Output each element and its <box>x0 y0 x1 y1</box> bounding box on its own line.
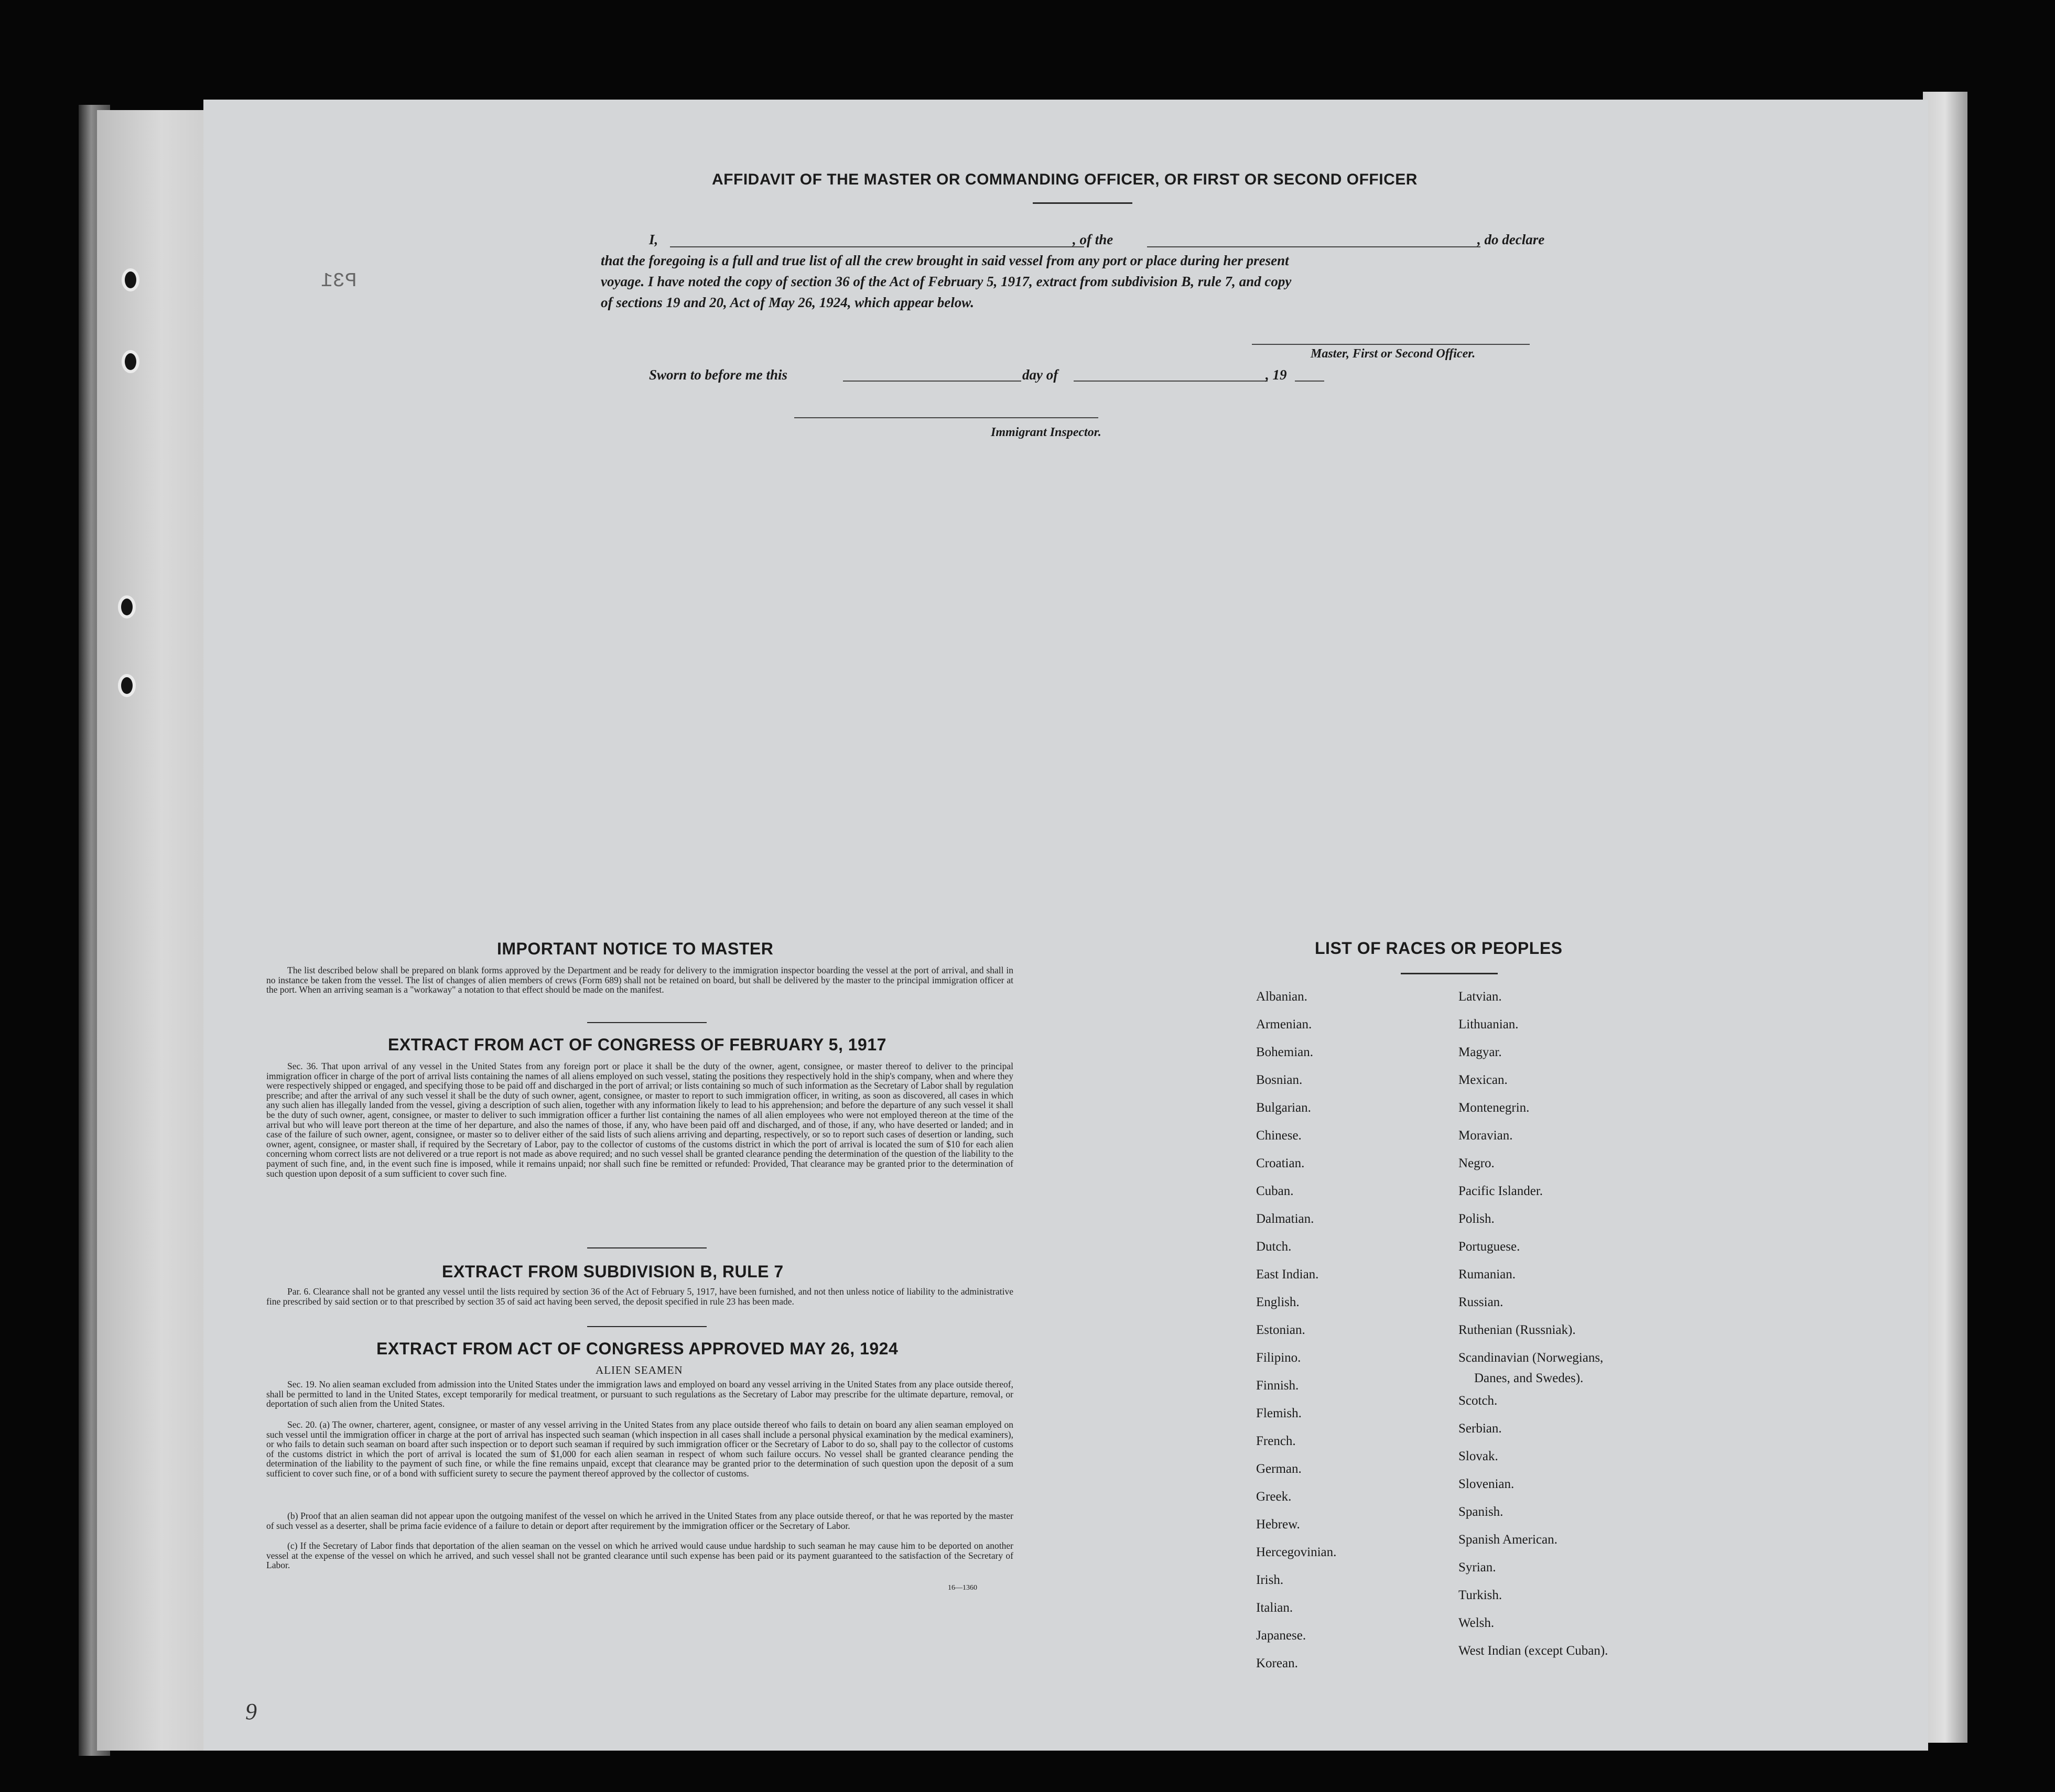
master-signature-label: Master, First or Second Officer. <box>1311 347 1476 361</box>
race-item: Flemish. <box>1256 1406 1302 1420</box>
race-item: Scandinavian (Norwegians, <box>1458 1351 1604 1365</box>
affidavit-title: AFFIDAVIT OF THE MASTER OR COMMANDING OFFICER, OR FIRST OR SECOND OFFICER <box>712 171 1418 188</box>
sworn-day-blank[interactable] <box>843 381 1021 382</box>
race-item: Negro. <box>1458 1156 1495 1170</box>
race-item: Dalmatian. <box>1256 1212 1314 1226</box>
notice-text: The list described below shall be prepared on blank forms approved by the Department and be ready for delivery to the immigration inspector boarding the vessel at the port of arrival, and shall in no instance be taken from the vessel. The list of changes of alien members of crews (Form 689) shall not be retained on board, but shall be delivered by the master to the principal immigration officer at the port. When an arriving seaman is a "workaway" a notation to that effect should be made on the manifest. <box>266 965 1013 995</box>
race-item: Serbian. <box>1458 1421 1502 1436</box>
binding-hole <box>118 674 136 697</box>
race-item: Japanese. <box>1256 1628 1306 1643</box>
races-title: LIST OF RACES OR PEOPLES <box>1315 939 1563 958</box>
year-text: , 19 <box>1266 367 1287 383</box>
race-item: Welsh. <box>1458 1616 1495 1630</box>
race-item: Spanish. <box>1458 1505 1504 1519</box>
notice-title: IMPORTANT NOTICE TO MASTER <box>497 939 774 958</box>
title-rule <box>1033 202 1132 204</box>
race-item: Cuban. <box>1256 1184 1294 1198</box>
sec20b-text: (b) Proof that an alien seaman did not appear upon the outgoing manifest of the vessel on which he arrived in the United States from any place outside thereof, or that he was reported by the master of such vessel as a deserter, shall be prima facie evidence of a failure to detain or deport after requirement by the immigration officer or the Secretary of Labor. <box>266 1511 1013 1531</box>
inspector-label: Immigrant Inspector. <box>991 426 1101 439</box>
rule7-title: EXTRACT FROM SUBDIVISION B, RULE 7 <box>442 1262 784 1281</box>
race-item: Spanish American. <box>1458 1533 1558 1547</box>
race-item: Scotch. <box>1458 1394 1498 1408</box>
race-item: Bulgarian. <box>1256 1101 1311 1115</box>
race-item: West Indian (except Cuban). <box>1458 1644 1608 1658</box>
sec20c-text: (c) If the Secretary of Labor finds that deportation of the alien seaman on the vessel on which he arrived would cause undue hardship to such seaman he may cause him to be deported on another vessel at the expense of the vessel on which he arrived, and such vessel shall not be granted clearance until such expense has been paid or its payment guaranteed to the satisfaction of the Secretary of Labor. <box>266 1540 1013 1571</box>
race-item: Slovenian. <box>1458 1477 1515 1491</box>
binding-hole <box>118 595 136 618</box>
sec20a-text: Sec. 20. (a) The owner, charterer, agent, consignee, or master of any vessel arriving in the United States from any place outside thereof who fails to detain on board any alien seaman employed on such vessel until the immigration officer in charge at the port of arrival has inspected such seaman (which inspection in all cases shall include a personal physical examination by the medical examiners), or who fails to detain such seaman on board after such inspection or to deport such seaman if required by such immigration officer or the Secretary of Labor to do so, shall pay to the collector of customs of the customs district in which the port of arrival is located the sum of $1,000 for each alien seaman in respect of whom such failure occurs. No vessel shall be granted clearance pending the determination of the liability to the payment of such fine, or while the fine remains unpaid, except that clearance may be granted prior to the determination of such question upon the deposit of a sum sufficient to cover such fine, or of a bond with sufficient surety to secure the payment thereof approved by the collector of customs. <box>266 1419 1013 1479</box>
alien-seamen-subtitle: ALIEN SEAMEN <box>596 1364 683 1376</box>
section-rule <box>587 1247 707 1248</box>
margin-stamp: P31 <box>321 270 357 292</box>
affidavit-i: I, <box>649 232 658 247</box>
form-number: 16—1360 <box>948 1584 977 1592</box>
races-title-rule <box>1401 973 1498 974</box>
section-rule <box>587 1326 707 1327</box>
sworn-month-blank[interactable] <box>1074 381 1268 382</box>
race-scandinavian-continuation: Danes, and Swedes). <box>1474 1371 1584 1385</box>
sworn-text: Sworn to before me this <box>649 367 788 383</box>
race-item: Filipino. <box>1256 1351 1301 1365</box>
race-item: Magyar. <box>1458 1045 1502 1059</box>
race-item: Montenegrin. <box>1458 1101 1530 1115</box>
race-item: Bosnian. <box>1256 1073 1303 1087</box>
day-of-text: day of <box>1022 367 1058 383</box>
binding-hole <box>122 350 139 373</box>
race-item: Hercegovinian. <box>1256 1545 1337 1559</box>
handwritten-page-number: 9 <box>245 1699 257 1724</box>
extract-1924-title: EXTRACT FROM ACT OF CONGRESS APPROVED MAY 26, 1924 <box>376 1339 899 1358</box>
race-item: Irish. <box>1256 1573 1284 1587</box>
race-item: Croatian. <box>1256 1156 1305 1170</box>
race-item: Chinese. <box>1256 1128 1302 1143</box>
race-item: Moravian. <box>1458 1128 1513 1143</box>
race-item: English. <box>1256 1295 1300 1309</box>
race-item: Dutch. <box>1256 1240 1292 1254</box>
race-item: Lithuanian. <box>1458 1017 1519 1031</box>
race-item: Rumanian. <box>1458 1267 1516 1281</box>
race-item: Albanian. <box>1256 990 1307 1004</box>
master-signature-line[interactable] <box>1252 344 1530 345</box>
vessel-blank[interactable] <box>1147 246 1480 247</box>
extract-1917-title: EXTRACT FROM ACT OF CONGRESS OF FEBRUARY 5, 1917 <box>388 1035 886 1054</box>
affidavit-line-2: that the foregoing is a full and true list of all the crew brought in said vessel from any port or place during her present <box>601 253 1289 268</box>
sec19-text: Sec. 19. No alien seaman excluded from admission into the United States under the immigration laws and employed on board any vessel arriving in the United States from any place outside thereof, shall be permitted to land in the United States, except temporarily for medical treatment, or pursuant to such regulations as the Secretary of Labor may prescribe for the ultimate departure, removal, or deportation of such alien from the United States. <box>266 1379 1013 1409</box>
section-rule <box>587 1022 707 1023</box>
race-item: Slovak. <box>1458 1449 1498 1463</box>
race-item: German. <box>1256 1462 1302 1476</box>
race-item: Armenian. <box>1256 1017 1312 1031</box>
affidavit-line-3: voyage. I have noted the copy of section 36 of the Act of February 5, 1917, extract from subdivision B, rule 7, and copy <box>601 274 1292 289</box>
race-item: Turkish. <box>1458 1588 1502 1602</box>
race-item: Italian. <box>1256 1601 1293 1615</box>
inspector-signature-line[interactable] <box>794 417 1098 418</box>
binding-hole <box>122 268 139 291</box>
affidavit-line-4: of sections 19 and 20, Act of May 26, 1924, which appear below. <box>601 295 974 310</box>
affidavit-of-the: , of the <box>1073 232 1113 247</box>
race-item: Syrian. <box>1458 1560 1496 1574</box>
rule7-text: Par. 6. Clearance shall not be granted any vessel until the lists required by section 36 of the Act of February 5, 1917, have been furnished, and not then unless notice of liability to the administrative fine prescribed by said section or to that prescribed by section 35 of said act having been served, the deposit specified in rule 23 has been made. <box>266 1286 1013 1307</box>
race-item: Korean. <box>1256 1656 1298 1670</box>
race-item: Russian. <box>1458 1295 1504 1309</box>
race-item: Estonian. <box>1256 1323 1305 1337</box>
race-item: Ruthenian (Russniak). <box>1458 1323 1576 1337</box>
race-item: Bohemian. <box>1256 1045 1314 1059</box>
race-item: Latvian. <box>1458 990 1502 1004</box>
sworn-year-blank[interactable] <box>1295 381 1324 382</box>
form-page <box>203 100 1928 1751</box>
race-item: Hebrew. <box>1256 1517 1300 1532</box>
race-item: Finnish. <box>1256 1378 1299 1393</box>
race-item: Polish. <box>1458 1212 1495 1226</box>
race-item: French. <box>1256 1434 1296 1448</box>
binding-strip-left <box>97 110 204 1751</box>
affidavit-declare: , do declare <box>1477 232 1545 247</box>
extract-1917-text: Sec. 36. That upon arrival of any vessel in the United States from any foreign port or place it shall be the duty of the owner, agent, consignee, or master thereof to deliver to the principal immigration officer in charge of the port of arrival lists containing the names of all aliens employed on such vessel, stating the positions they respectively hold in the ship's company, when and where they were respectively shipped or engaged, and specifying those to be paid off and discharged in the port of arrival; or lists containing so much of such information as the Secretary of Labor shall by regulation prescribe; and after the arrival of any such vessel it shall be the duty of such owner, agent, consignee, or master to report to such immigration officer, in writing, as soon as discovered, all cases in which any such alien has illegally landed from the vessel, giving a description of such alien, together with any information likely to lead to his apprehension; and before the departure of any such vessel it shall be the duty of such owner, agent, consignee, or master to deliver to such immigration officer a further list containing the names of all alien employees who were not employed thereon at the time of the arrival but who will leave port thereon at the time of her departure, and also the names of those, if any, who have been paid off and discharged, and of those, if any, who have deserted or landed; and in case of the failure of such owner, agent, consignee, or master so to deliver either of the said lists of such aliens arriving and departing, respectively, or so to report such cases of desertion or landing, such owner, agent, consignee, or master shall, if required by the Secretary of Labor, pay to the collector of customs of the customs district in which the port of arrival is located the sum of $10 for each alien concerning whom correct lists are not delivered or a true report is not made as above required; and no such vessel shall be granted clearance pending the determination of the question of the liability to the payment of such fine, and, in the event such fine is imposed, while it remains unpaid; nor shall such fine be remitted or refunded: Provided, That clearance may be granted prior to the determination of such question upon deposit of a sum sufficient to cover such fine. <box>266 1061 1013 1179</box>
race-item: Pacific Islander. <box>1458 1184 1543 1198</box>
name-blank[interactable] <box>670 246 1084 247</box>
binding-strip-right <box>1923 92 1967 1743</box>
race-item: Portuguese. <box>1458 1240 1520 1254</box>
race-item: East Indian. <box>1256 1267 1319 1281</box>
race-item: Greek. <box>1256 1490 1292 1504</box>
race-item: Mexican. <box>1458 1073 1508 1087</box>
